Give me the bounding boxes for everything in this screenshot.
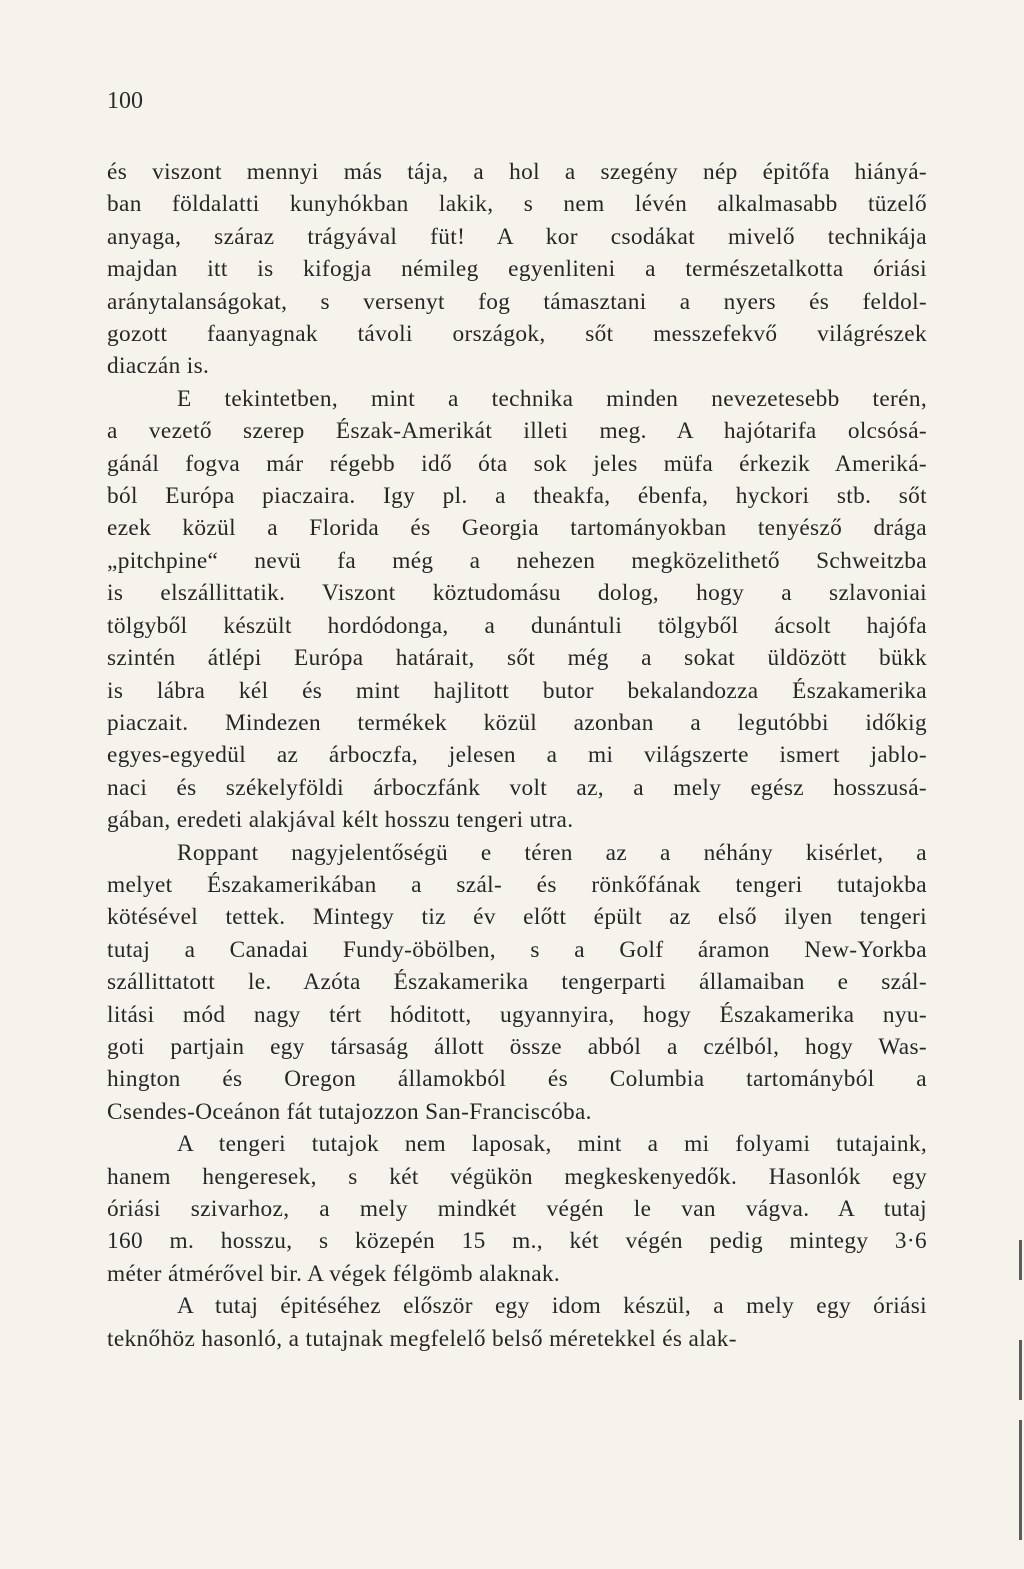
text-line: goti partjain egy társaság állott össze abból a czélból, hogy Was-	[107, 1033, 927, 1060]
text-line: tutaj a Canadai Fundy-öbölben, s a Golf áramon New-Yorkba	[107, 936, 927, 963]
paragraph	[107, 1128, 927, 1290]
page-number: 100	[107, 88, 143, 114]
text-line: A tengeri tutajok nem laposak, mint a mi folyami tutajaink,	[177, 1131, 927, 1158]
text-line: óriási szivarhoz, a mely mindkét végén le van vágva. A tutaj	[107, 1196, 927, 1222]
text-line: szállittatott le. Azóta Északamerika tengerparti államaiban e szál-	[107, 969, 927, 996]
paragraph	[107, 1290, 927, 1355]
text-line: Roppant nagyjelentőségü e téren az a néhány kisérlet, a	[177, 839, 927, 866]
text-line: gozott faanyagnak távoli országok, sőt messzefekvő világrészek	[107, 321, 927, 348]
text-line: gánál fogva már régebb idő óta sok jeles müfa érkezik Ameriká-	[107, 450, 927, 477]
text-line: melyet Északamerikában a szál- és rönkőfának tengeri tutajokba	[107, 871, 927, 898]
text-line: a vezető szerep Észak-Amerikát illeti meg. A hajótarifa olcsósá-	[107, 418, 927, 445]
text-line: 160 m. hosszu, s közepén 15 m., két végén pedig mintegy 3·6	[107, 1228, 927, 1255]
text-line: szintén átlépi Európa határait, sőt még a sokat üldözött bükk	[107, 645, 927, 672]
text-line: tölgyből készült hordódonga, a dunántuli tölgyből ácsolt hajófa	[107, 612, 927, 639]
text-line: majdan itt is kifogja némileg egyenliteni a természetalkotta óriási	[107, 256, 927, 283]
paragraph	[107, 156, 927, 383]
text-line: E tekintetben, mint a technika minden nevezetesebb terén,	[177, 385, 927, 412]
paragraph	[107, 837, 927, 1129]
text-line: ban földalatti kunyhókban lakik, s nem lévén alkalmasabb tüzelő	[107, 191, 927, 218]
text-line: egyes-egyedül az árboczfa, jelesen a mi világszerte ismert jablo-	[107, 742, 927, 769]
text-line: gában, eredeti alakjával kélt hosszu tengeri utra.	[107, 807, 574, 834]
scan-edge-mark	[1019, 1340, 1022, 1400]
text-line: A tutaj épitéséhez először egy idom készül, a mely egy óriási	[177, 1293, 927, 1320]
text-line: hington és Oregon államokból és Columbia tartományból a	[107, 1066, 927, 1093]
text-line: diaczán is.	[107, 353, 210, 380]
text-line: kötésével tettek. Mintegy tiz év előtt épült az első ilyen tengeri	[107, 904, 927, 931]
text-line: litási mód nagy tért hóditott, ugyannyira, hogy Északamerika nyu-	[107, 1001, 927, 1028]
body-text	[107, 156, 927, 1355]
scan-edge-mark	[1019, 1240, 1022, 1280]
text-line: aránytalanságokat, s versenyt fog támasztani a nyers és feldol-	[107, 288, 927, 315]
text-line: anyaga, száraz trágyával füt! A kor csodákat mivelő technikája	[107, 223, 927, 250]
text-line: teknőhöz hasonló, a tutajnak megfelelő belső méretekkel és alak-	[107, 1325, 737, 1352]
paragraph	[107, 383, 927, 837]
text-line: méter átmérővel bir. A végek félgömb alaknak.	[107, 1260, 561, 1287]
text-line: naci és székelyföldi árboczfánk volt az, a mely egész hosszusá-	[107, 774, 927, 801]
text-line: és viszont mennyi más tája, a hol a szegény nép épitőfa hiányá-	[107, 159, 927, 185]
text-line: hanem hengeresek, s két végükön megkeskenyedők. Hasonlók egy	[107, 1163, 927, 1190]
text-line: „pitchpine“ nevü fa még a nehezen megközelithető Schweitzba	[107, 547, 927, 574]
text-line: piaczait. Mindezen termékek közül azonban a legutóbbi időkig	[107, 709, 927, 736]
text-line: ból Európa piaczaira. Igy pl. a theakfa, ébenfa, hyckori stb. sőt	[107, 483, 927, 510]
text-line: ezek közül a Florida és Georgia tartományokban tenyésző drága	[107, 515, 927, 542]
text-line: Csendes-Oceánon fát tutajozzon San-Franciscóba.	[107, 1098, 592, 1125]
text-line: is elszállittatik. Viszont köztudomásu dolog, hogy a szlavoniai	[107, 580, 927, 607]
scan-edge-mark	[1019, 1420, 1022, 1540]
text-line: is lábra kél és mint hajlitott butor bekalandozza Északamerika	[107, 677, 927, 704]
